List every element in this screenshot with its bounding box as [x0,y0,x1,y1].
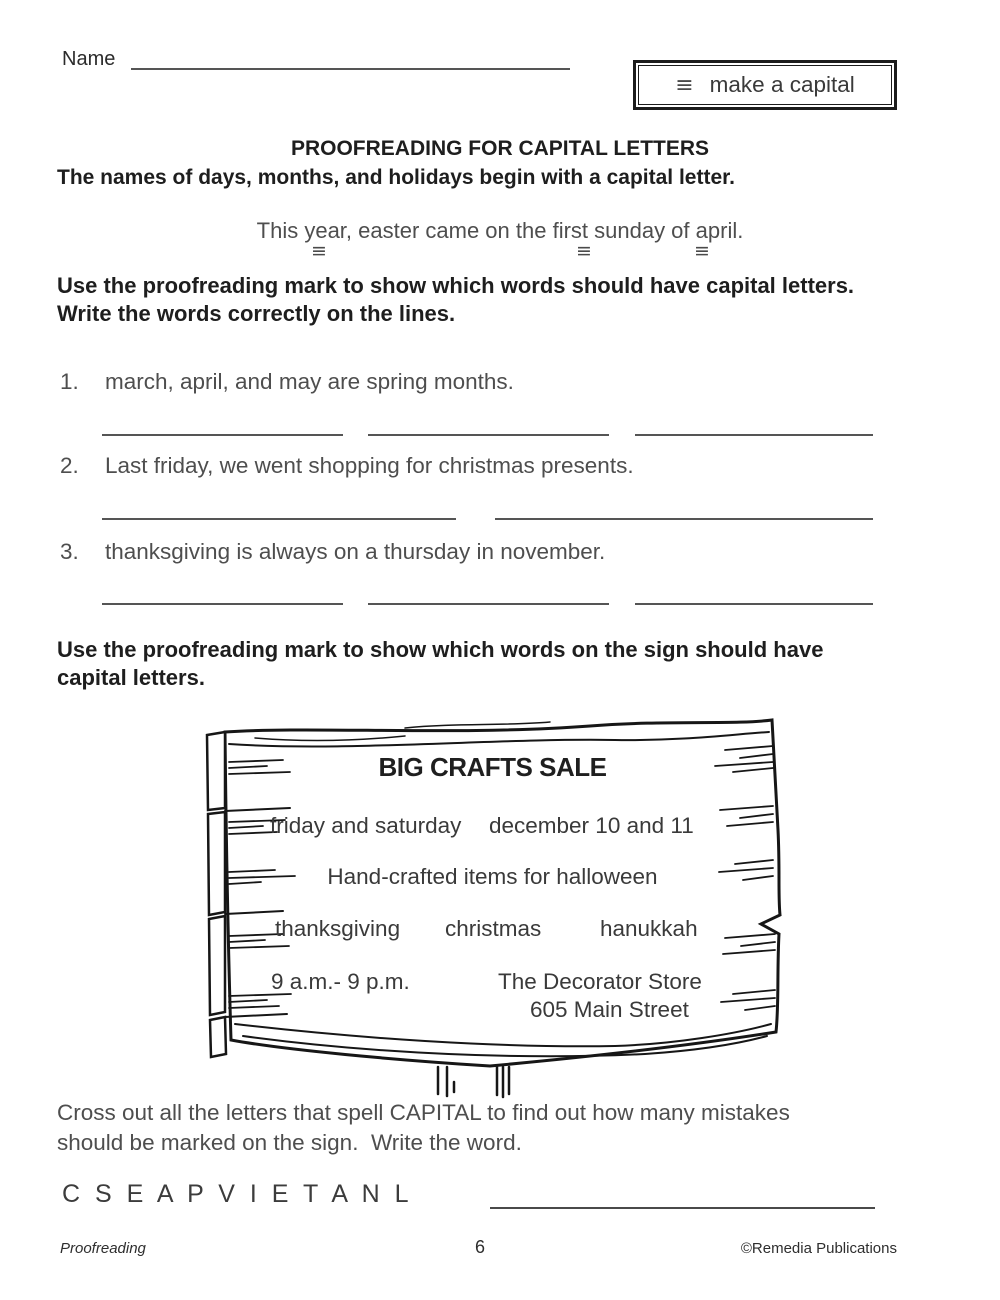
instructions-1-line2: Write the words correctly on the lines. [57,301,456,326]
answer-blank [635,434,873,436]
sign-holiday-hanukkah: hanukkah [600,916,698,941]
task-line1: Cross out all the letters that spell CAPITAL to find out how many mistakes [57,1100,790,1125]
sign-instructions-line2: capital letters. [57,665,205,690]
capital-mark-april: ≡ [694,240,710,262]
sign-holiday-thanksgiving: thanksgiving [275,916,401,941]
name-line [131,68,570,70]
legend-label: make a capital [709,72,855,97]
answer-blank [102,518,456,520]
sign-title: BIG CRAFTS SALE [378,752,607,782]
letters-row: C S E A P V I E T A N L [62,1180,413,1208]
answer-blank [495,518,873,520]
rule-statement: The names of days, months, and holidays begin with a capital letter. [57,166,735,189]
sign-items-line: Hand-crafted items for halloween [327,864,658,889]
make-capital-mark-icon: ≡ [675,72,694,98]
item-sentence: march, april, and may are spring months. [105,369,514,394]
answer-blank [102,603,343,605]
answer-blank [368,603,609,605]
sign-holiday-christmas: christmas [445,916,542,941]
footer-page-number: 6 [474,1237,485,1257]
item-number: 3. [60,539,79,564]
legend-box [633,60,897,110]
footer-book-title: Proofreading [60,1240,146,1257]
example-sentence: This year, easter came on the first sunday of april. [256,218,744,243]
sign-instructions-line1: Use the proofreading mark to show which words on the sign should have [57,637,824,662]
item-sentence: thanksgiving is always on a thursday in november. [105,539,606,564]
answer-blank [102,434,343,436]
capital-mark-easter: ≡ [311,240,327,262]
sign-store-name: The Decorator Store [498,969,702,994]
sign-hours: 9 a.m.- 9 p.m. [271,969,410,994]
sign-dates-right: december 10 and 11 [489,813,694,838]
item-number: 1. [60,369,79,394]
answer-blank [368,434,609,436]
name-label: Name [62,48,116,70]
wooden-sign [195,710,790,1102]
capital-mark-sunday: ≡ [576,240,592,262]
sign-dates-left: friday and saturday [270,813,462,838]
answer-blank [635,603,873,605]
instructions-1-line1: Use the proofreading mark to show which words should have capital letters. [57,273,855,298]
answer-write-line [490,1207,875,1209]
sign-store-address: 605 Main Street [530,997,689,1022]
task-line2: should be marked on the sign. Write the word. [57,1130,522,1155]
item-sentence: Last friday, we went shopping for christmas presents. [105,453,634,478]
item-number: 2. [60,453,79,478]
footer-publisher: ©Remedia Publications [740,1240,897,1257]
page-title: PROOFREADING FOR CAPITAL LETTERS [290,137,710,160]
